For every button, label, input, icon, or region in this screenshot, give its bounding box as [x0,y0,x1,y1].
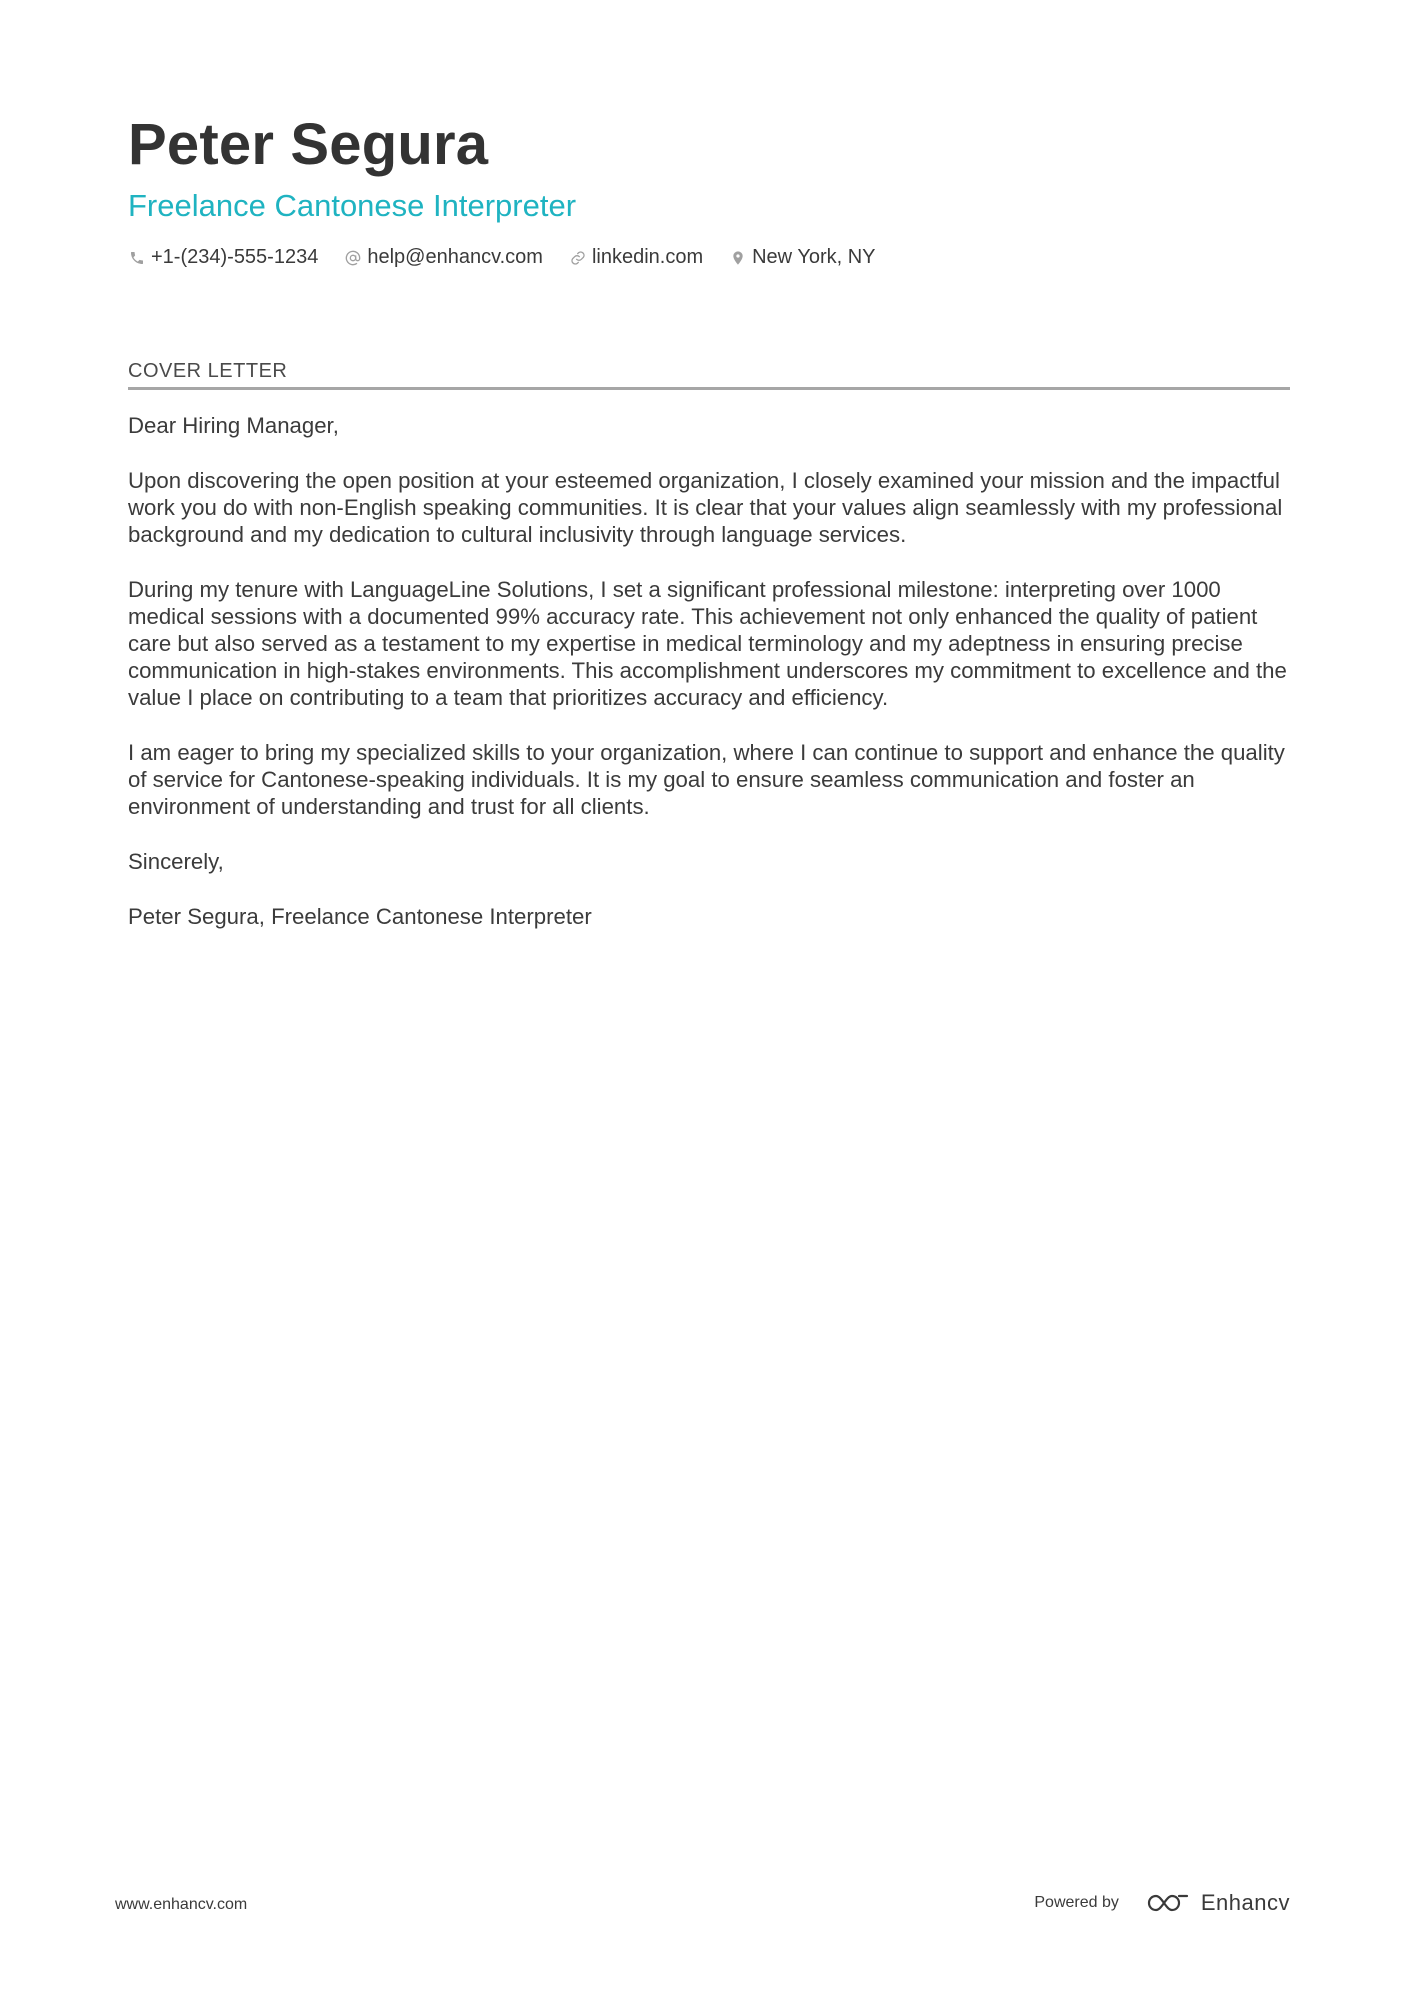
header [128,110,1290,269]
contact-linkedin[interactable] [569,246,703,269]
contact-location-text: New York, NY [752,246,876,268]
candidate-name: Peter Segura [128,112,489,177]
letter-paragraph: Upon discovering the open position at your esteemed organization, I closely examined your mission and the impactful work you do with non-English speaking communities. It is clear that your values align seamlessly with my professional background and my dedication to cultural inclusivity through language services. [128,468,1283,547]
link-icon [569,249,587,267]
phone-icon [128,249,146,267]
powered-by-label: Powered by [1034,1894,1119,1911]
enhancv-logo-icon [1143,1890,1191,1916]
at-sign-icon [344,249,362,267]
contact-email[interactable] [344,246,543,269]
contact-bar [128,246,1290,269]
contact-location [729,246,875,269]
cover-letter-section [128,360,1290,958]
brand-name: Enhancv [1200,1890,1290,1915]
location-pin-icon [729,249,747,267]
candidate-role: Freelance Cantonese Interpreter [128,188,577,223]
contact-linkedin-text[interactable]: linkedin.com [591,246,704,268]
letter-signature: Peter Segura, Freelance Cantonese Interpreter [128,904,592,929]
letter-body [128,412,1290,930]
contact-phone [128,246,318,269]
letter-paragraph: During my tenure with LanguageLine Solutions, I set a significant professional milestone: interpreting over 1000 medical sessions with a documented 99% accuracy rate. This achievement not only enhanced the quality of patient care but also served as a testament to my expertise in medical terminology and my adeptness in ensuring precise communication in high-stakes environments. This accomplishment underscores my commitment to excellence and the value I place on contributing to a team that prioritizes accuracy and efficiency. [128,577,1287,710]
footer-branding [1034,1890,1290,1916]
letter-closing: Sincerely, [128,849,224,874]
letter-greeting: Dear Hiring Manager, [128,413,339,438]
contact-phone-text: +1-(234)-555-1234 [151,246,319,268]
section-title: COVER LETTER [128,360,1290,390]
footer-website[interactable]: www.enhancv.com [115,1896,248,1913]
contact-email-text[interactable]: help@enhancv.com [367,246,543,268]
brand-logo[interactable] [1143,1890,1290,1916]
letter-paragraph: I am eager to bring my specialized skills to your organization, where I can continue to support and enhance the quality of service for Cantonese-speaking individuals. It is my goal to ensure seamless communication and foster an environment of understanding and trust for all clients. [128,740,1285,819]
